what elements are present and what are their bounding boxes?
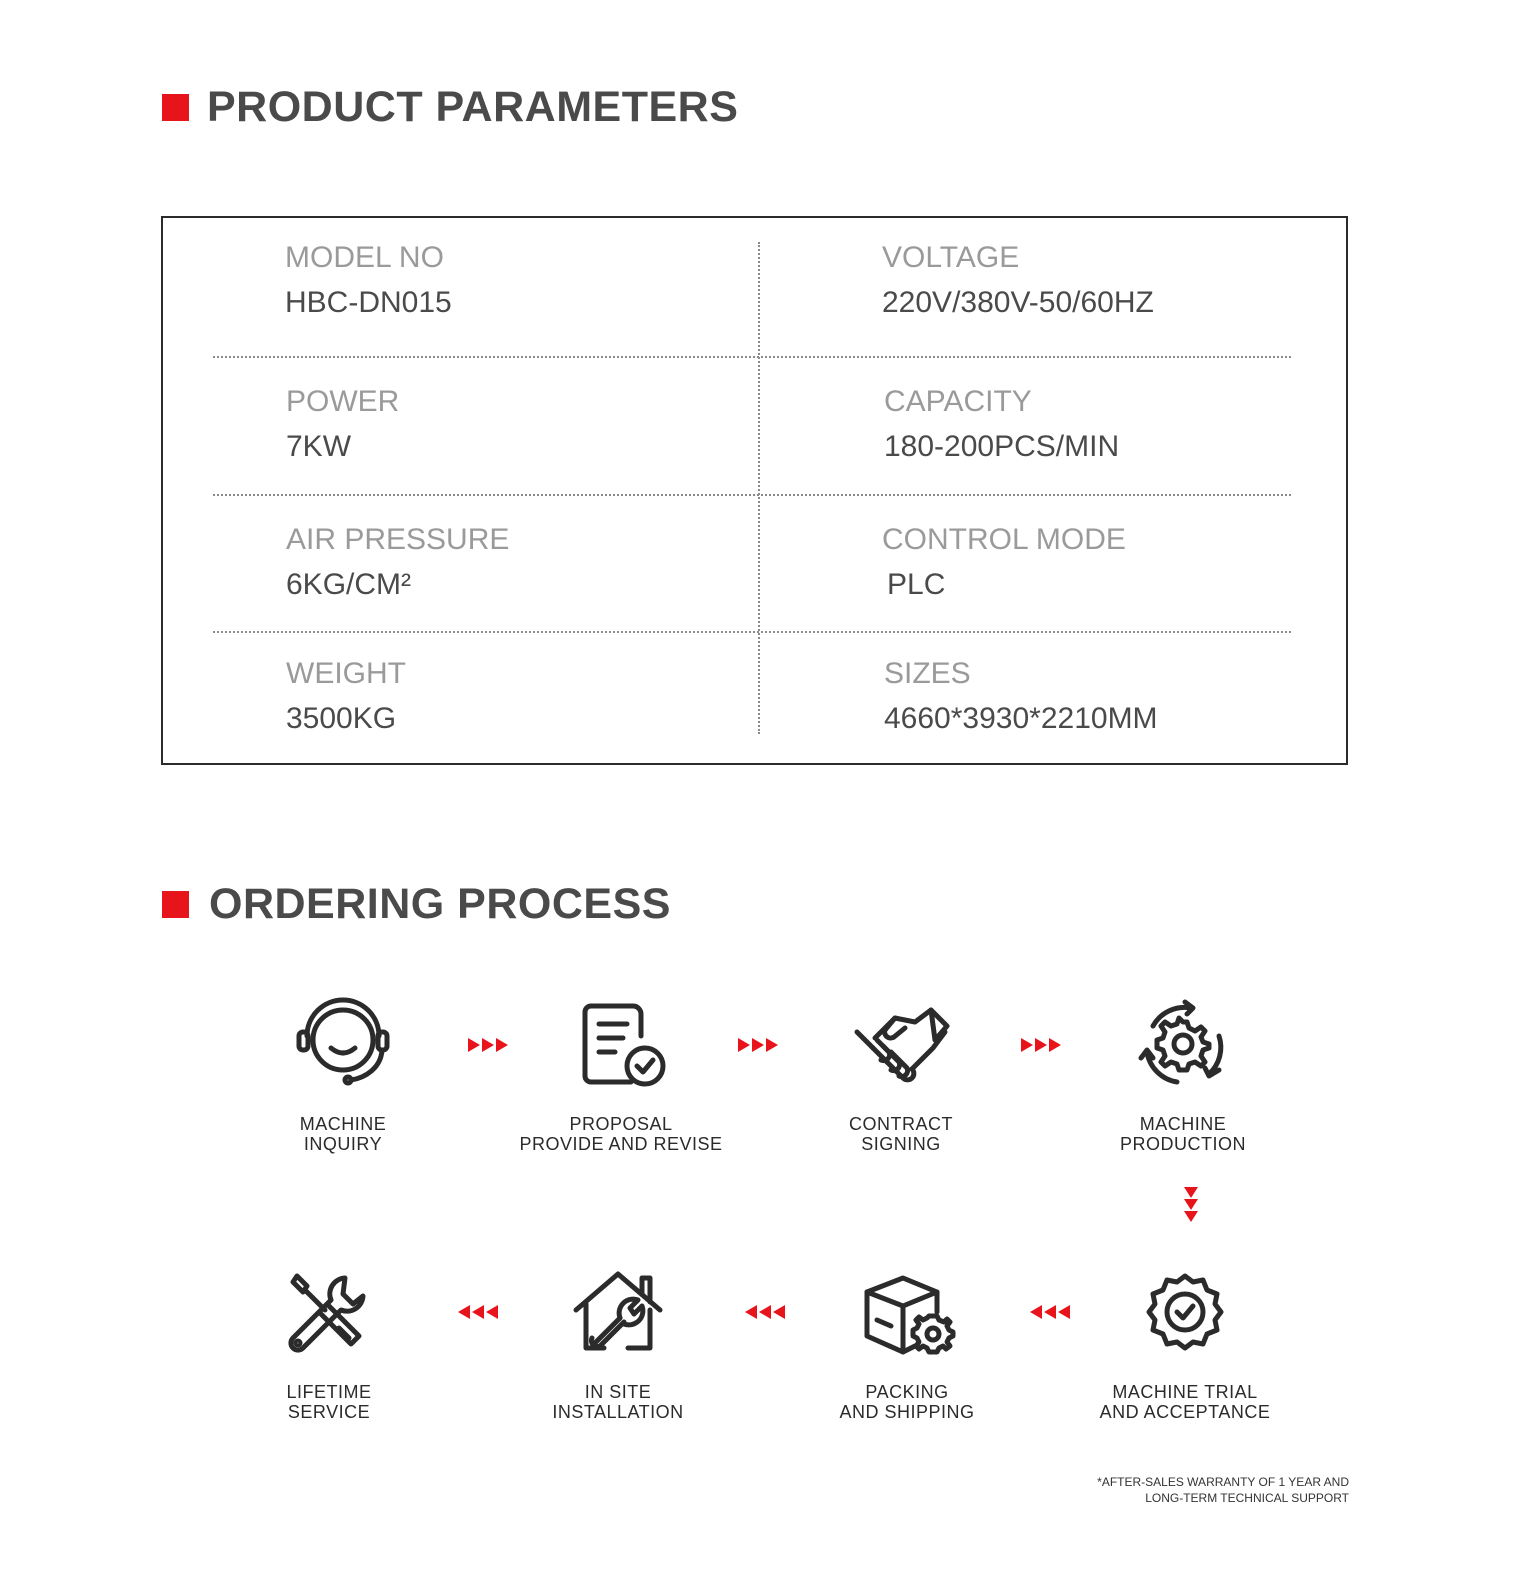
- caption-line: IN SITE: [584, 1382, 652, 1402]
- step-caption: [1065, 1382, 1305, 1422]
- param-value: 4660*3930*2210MM: [884, 702, 1158, 735]
- param-label: SIZES: [884, 657, 971, 690]
- product-parameters-heading: [162, 83, 738, 132]
- step-caption: [498, 1382, 738, 1422]
- caption-line: LIFETIME: [286, 1382, 372, 1402]
- param-control-mode: [882, 522, 1126, 603]
- param-weight: [286, 656, 406, 737]
- warranty-footnote: [1097, 1474, 1349, 1506]
- param-label: CONTROL MODE: [882, 523, 1126, 556]
- footnote-line: LONG-TERM TECHNICAL SUPPORT: [1145, 1491, 1349, 1505]
- badge-check-icon: [1135, 1264, 1235, 1364]
- row-divider: [213, 494, 1291, 496]
- param-label: POWER: [286, 385, 400, 418]
- ordering-process-heading: [162, 880, 671, 929]
- param-value: PLC: [887, 568, 946, 601]
- param-voltage: [882, 240, 1154, 321]
- document-check-icon: [571, 996, 671, 1096]
- step-in-site-installation: [498, 1264, 738, 1422]
- section-title: PRODUCT PARAMETERS: [207, 83, 739, 131]
- column-divider: [758, 242, 760, 734]
- handshake-icon: [851, 996, 951, 1096]
- caption-line: PRODUCTION: [1120, 1134, 1246, 1154]
- caption-line: MACHINE: [299, 1114, 387, 1134]
- param-label: AIR PRESSURE: [286, 523, 510, 556]
- gear-cycle-icon: [1133, 996, 1233, 1096]
- arrow-right-icon: [1021, 1038, 1061, 1052]
- step-caption: [223, 1114, 463, 1154]
- parameters-table: [161, 216, 1348, 765]
- caption-line: AND ACCEPTANCE: [1099, 1402, 1271, 1422]
- box-gear-icon: [857, 1264, 957, 1364]
- arrow-left-icon: [1030, 1305, 1070, 1319]
- arrow-right-icon: [738, 1038, 778, 1052]
- footnote-line: *AFTER-SALES WARRANTY OF 1 YEAR AND: [1097, 1475, 1349, 1489]
- step-machine-trial: [1065, 1264, 1305, 1422]
- param-capacity: [884, 384, 1119, 465]
- param-power: [286, 384, 399, 465]
- caption-line: INSTALLATION: [552, 1402, 684, 1422]
- caption-line: PROVIDE AND REVISE: [519, 1134, 723, 1154]
- step-caption: [787, 1382, 1027, 1422]
- param-label: MODEL NO: [285, 241, 444, 274]
- param-value: 3500KG: [286, 702, 397, 735]
- caption-line: PACKING: [865, 1382, 949, 1402]
- step-caption: [781, 1114, 1021, 1154]
- caption-line: INQUIRY: [303, 1134, 383, 1154]
- param-label: WEIGHT: [286, 657, 406, 690]
- tools-icon: [279, 1264, 379, 1364]
- row-divider: [213, 631, 1291, 633]
- caption-line: PROPOSAL: [569, 1114, 673, 1134]
- step-machine-inquiry: [223, 996, 463, 1154]
- section-title: ORDERING PROCESS: [209, 880, 671, 928]
- param-value: 6KG/CM²: [286, 568, 412, 601]
- arrow-left-icon: [458, 1305, 498, 1319]
- red-square-marker: [162, 891, 189, 918]
- param-value: 180-200PCS/MIN: [884, 430, 1120, 463]
- caption-line: SIGNING: [861, 1134, 941, 1154]
- caption-line: AND SHIPPING: [839, 1402, 975, 1422]
- param-value: 7KW: [286, 430, 352, 463]
- step-caption: [501, 1114, 741, 1154]
- param-model-no: [285, 240, 452, 321]
- caption-line: CONTRACT: [849, 1114, 953, 1134]
- param-value: HBC-DN015: [285, 286, 452, 319]
- param-sizes: [884, 656, 1158, 737]
- step-machine-production: [1063, 996, 1303, 1154]
- step-proposal: [501, 996, 741, 1154]
- param-label: VOLTAGE: [882, 241, 1020, 274]
- headset-icon: [293, 996, 393, 1096]
- step-contract-signing: [781, 996, 1021, 1154]
- arrow-right-icon: [468, 1038, 508, 1052]
- step-lifetime-service: [209, 1264, 449, 1422]
- caption-line: MACHINE: [1139, 1114, 1227, 1134]
- arrow-left-icon: [745, 1305, 785, 1319]
- param-value: 220V/380V-50/60HZ: [882, 286, 1154, 319]
- param-label: CAPACITY: [884, 385, 1032, 418]
- caption-line: SERVICE: [287, 1402, 371, 1422]
- arrow-down-icon: [1184, 1187, 1198, 1222]
- row-divider: [213, 356, 1291, 358]
- step-caption: [1063, 1114, 1303, 1154]
- house-wrench-icon: [568, 1264, 668, 1364]
- param-air-pressure: [286, 522, 509, 603]
- step-caption: [209, 1382, 449, 1422]
- red-square-marker: [162, 94, 189, 121]
- caption-line: MACHINE TRIAL: [1112, 1382, 1258, 1402]
- step-packing-shipping: [787, 1264, 1027, 1422]
